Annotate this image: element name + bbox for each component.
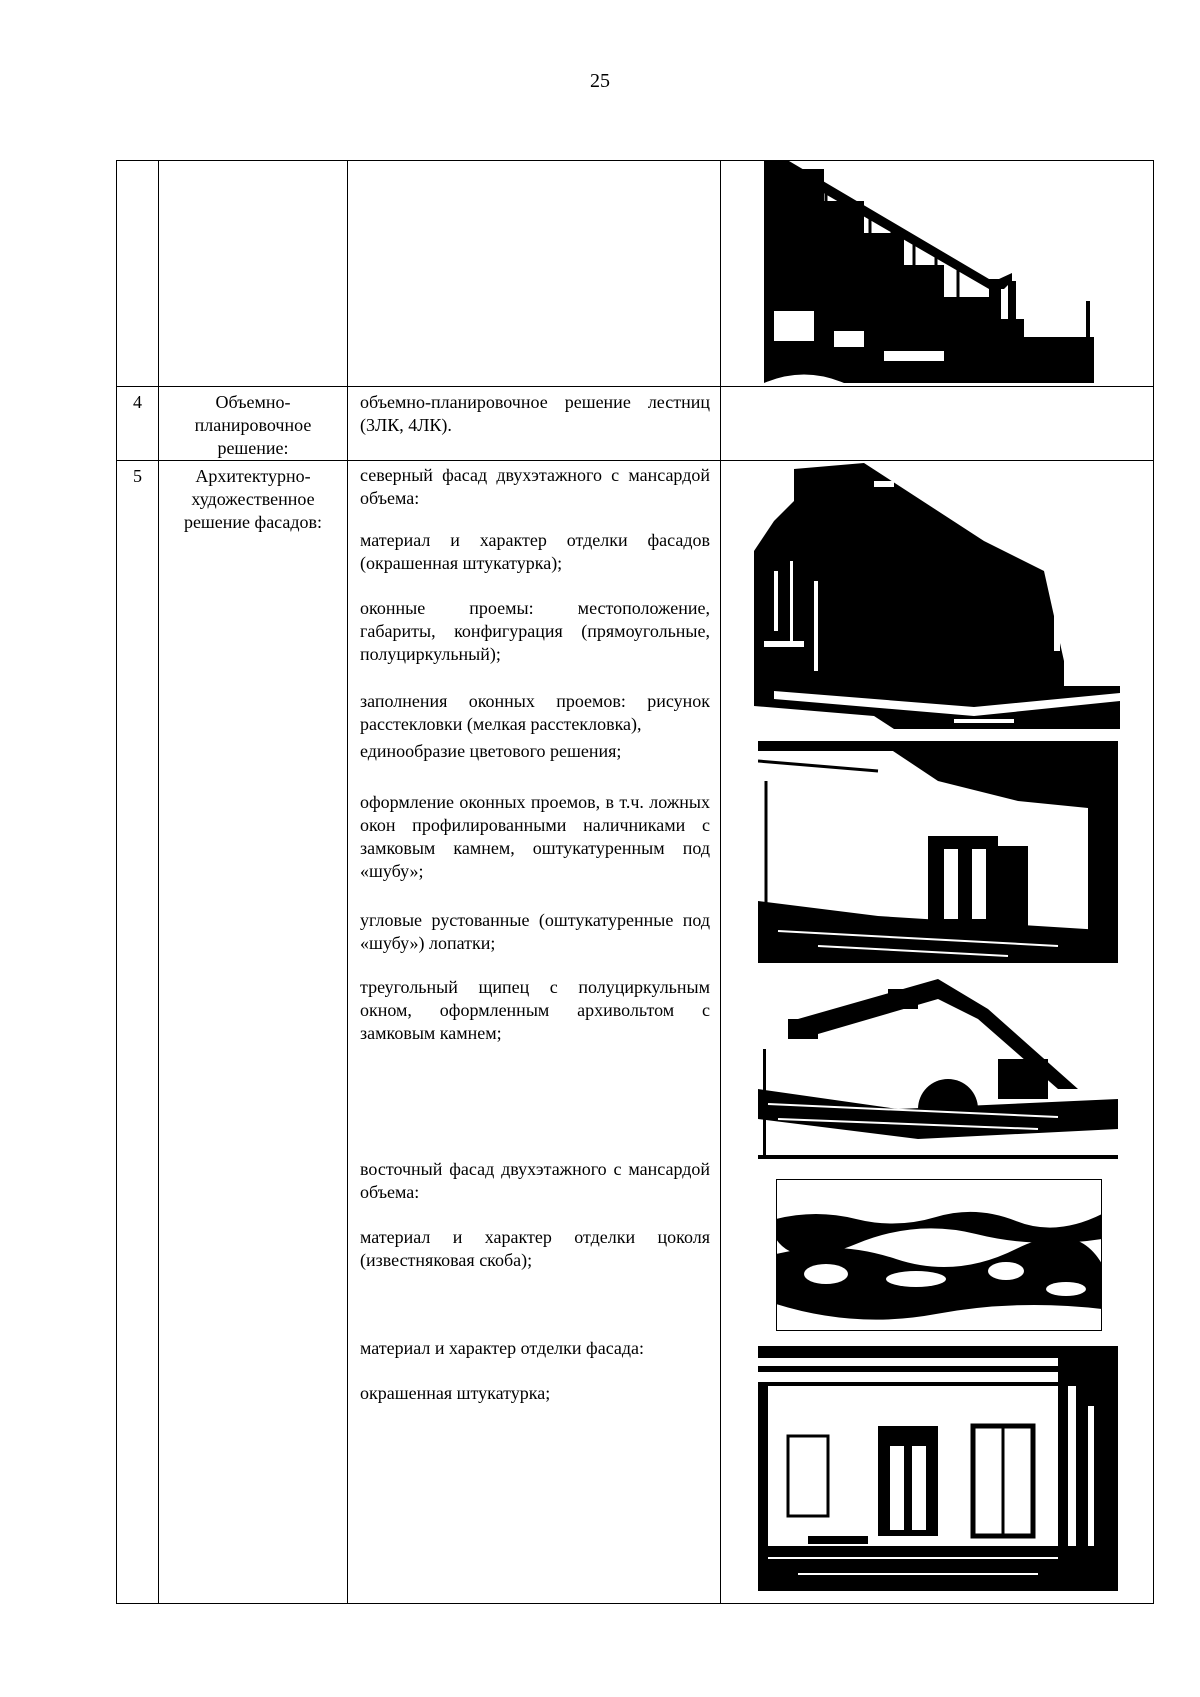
photo-cell — [721, 461, 1154, 1604]
objects-table — [116, 160, 1154, 1604]
row-number: 4 — [117, 387, 159, 461]
description-line: оформление оконных проемов, в т.ч. ложных окон профилированными наличниками с замковым камнем, оштукатуренным под «шубу»; — [360, 792, 710, 881]
north-facade-windows-photo — [758, 741, 1118, 963]
north-facade-photo — [754, 461, 1120, 729]
gable-photo — [758, 979, 1118, 1163]
page-number: 25 — [590, 70, 610, 92]
row-description — [348, 387, 721, 461]
description-line: окрашенная штукатурка; — [360, 1383, 551, 1403]
description-line: оконные проемы: местоположение, габариты, конфигурация (прямоугольные, полуциркульный); — [360, 598, 710, 664]
description-line: материал и характер отделки фасада: — [360, 1338, 645, 1358]
description-line: треугольный щипец с полуциркульным окном, оформленным архивольтом с замковым камнем; — [360, 977, 710, 1043]
table-row — [117, 387, 1154, 461]
description-line: материал и характер отделки фасадов (окрашенная штукатурка); — [360, 530, 710, 573]
row-number: 5 — [117, 461, 159, 1604]
row-name: Архитектурно-художественное решение фасадов: — [159, 461, 348, 1604]
row-name: Объемно-планировочное решение: — [159, 387, 348, 461]
description-line: заполнения оконных проемов: рисунок расстекловки (мелкая расстекловка), — [360, 691, 710, 734]
description-line: восточный фасад двухэтажного с мансардой объема: — [360, 1159, 710, 1202]
table-row — [117, 161, 1154, 387]
photo-cell — [721, 161, 1154, 387]
description-line: объемно-планировочное решение лестниц (3ЛК, 4ЛК). — [360, 392, 710, 435]
description-line: единообразие цветового решения; — [360, 741, 622, 761]
photo-cell — [721, 387, 1154, 461]
table-row — [117, 461, 1154, 1604]
row-name — [159, 161, 348, 387]
row-description — [348, 461, 721, 1604]
staircase-photo — [764, 161, 1094, 383]
east-facade-photo — [758, 1346, 1118, 1591]
description-line: северный фасад двухэтажного с мансардой объема: — [360, 465, 710, 508]
plinth-photo — [776, 1179, 1102, 1331]
description-line: угловые рустованные (оштукатуренные под «шубу») лопатки; — [360, 910, 710, 953]
description-line: материал и характер отделки цоколя (известняковая скоба); — [360, 1227, 710, 1270]
row-number — [117, 161, 159, 387]
row-description — [348, 161, 721, 387]
